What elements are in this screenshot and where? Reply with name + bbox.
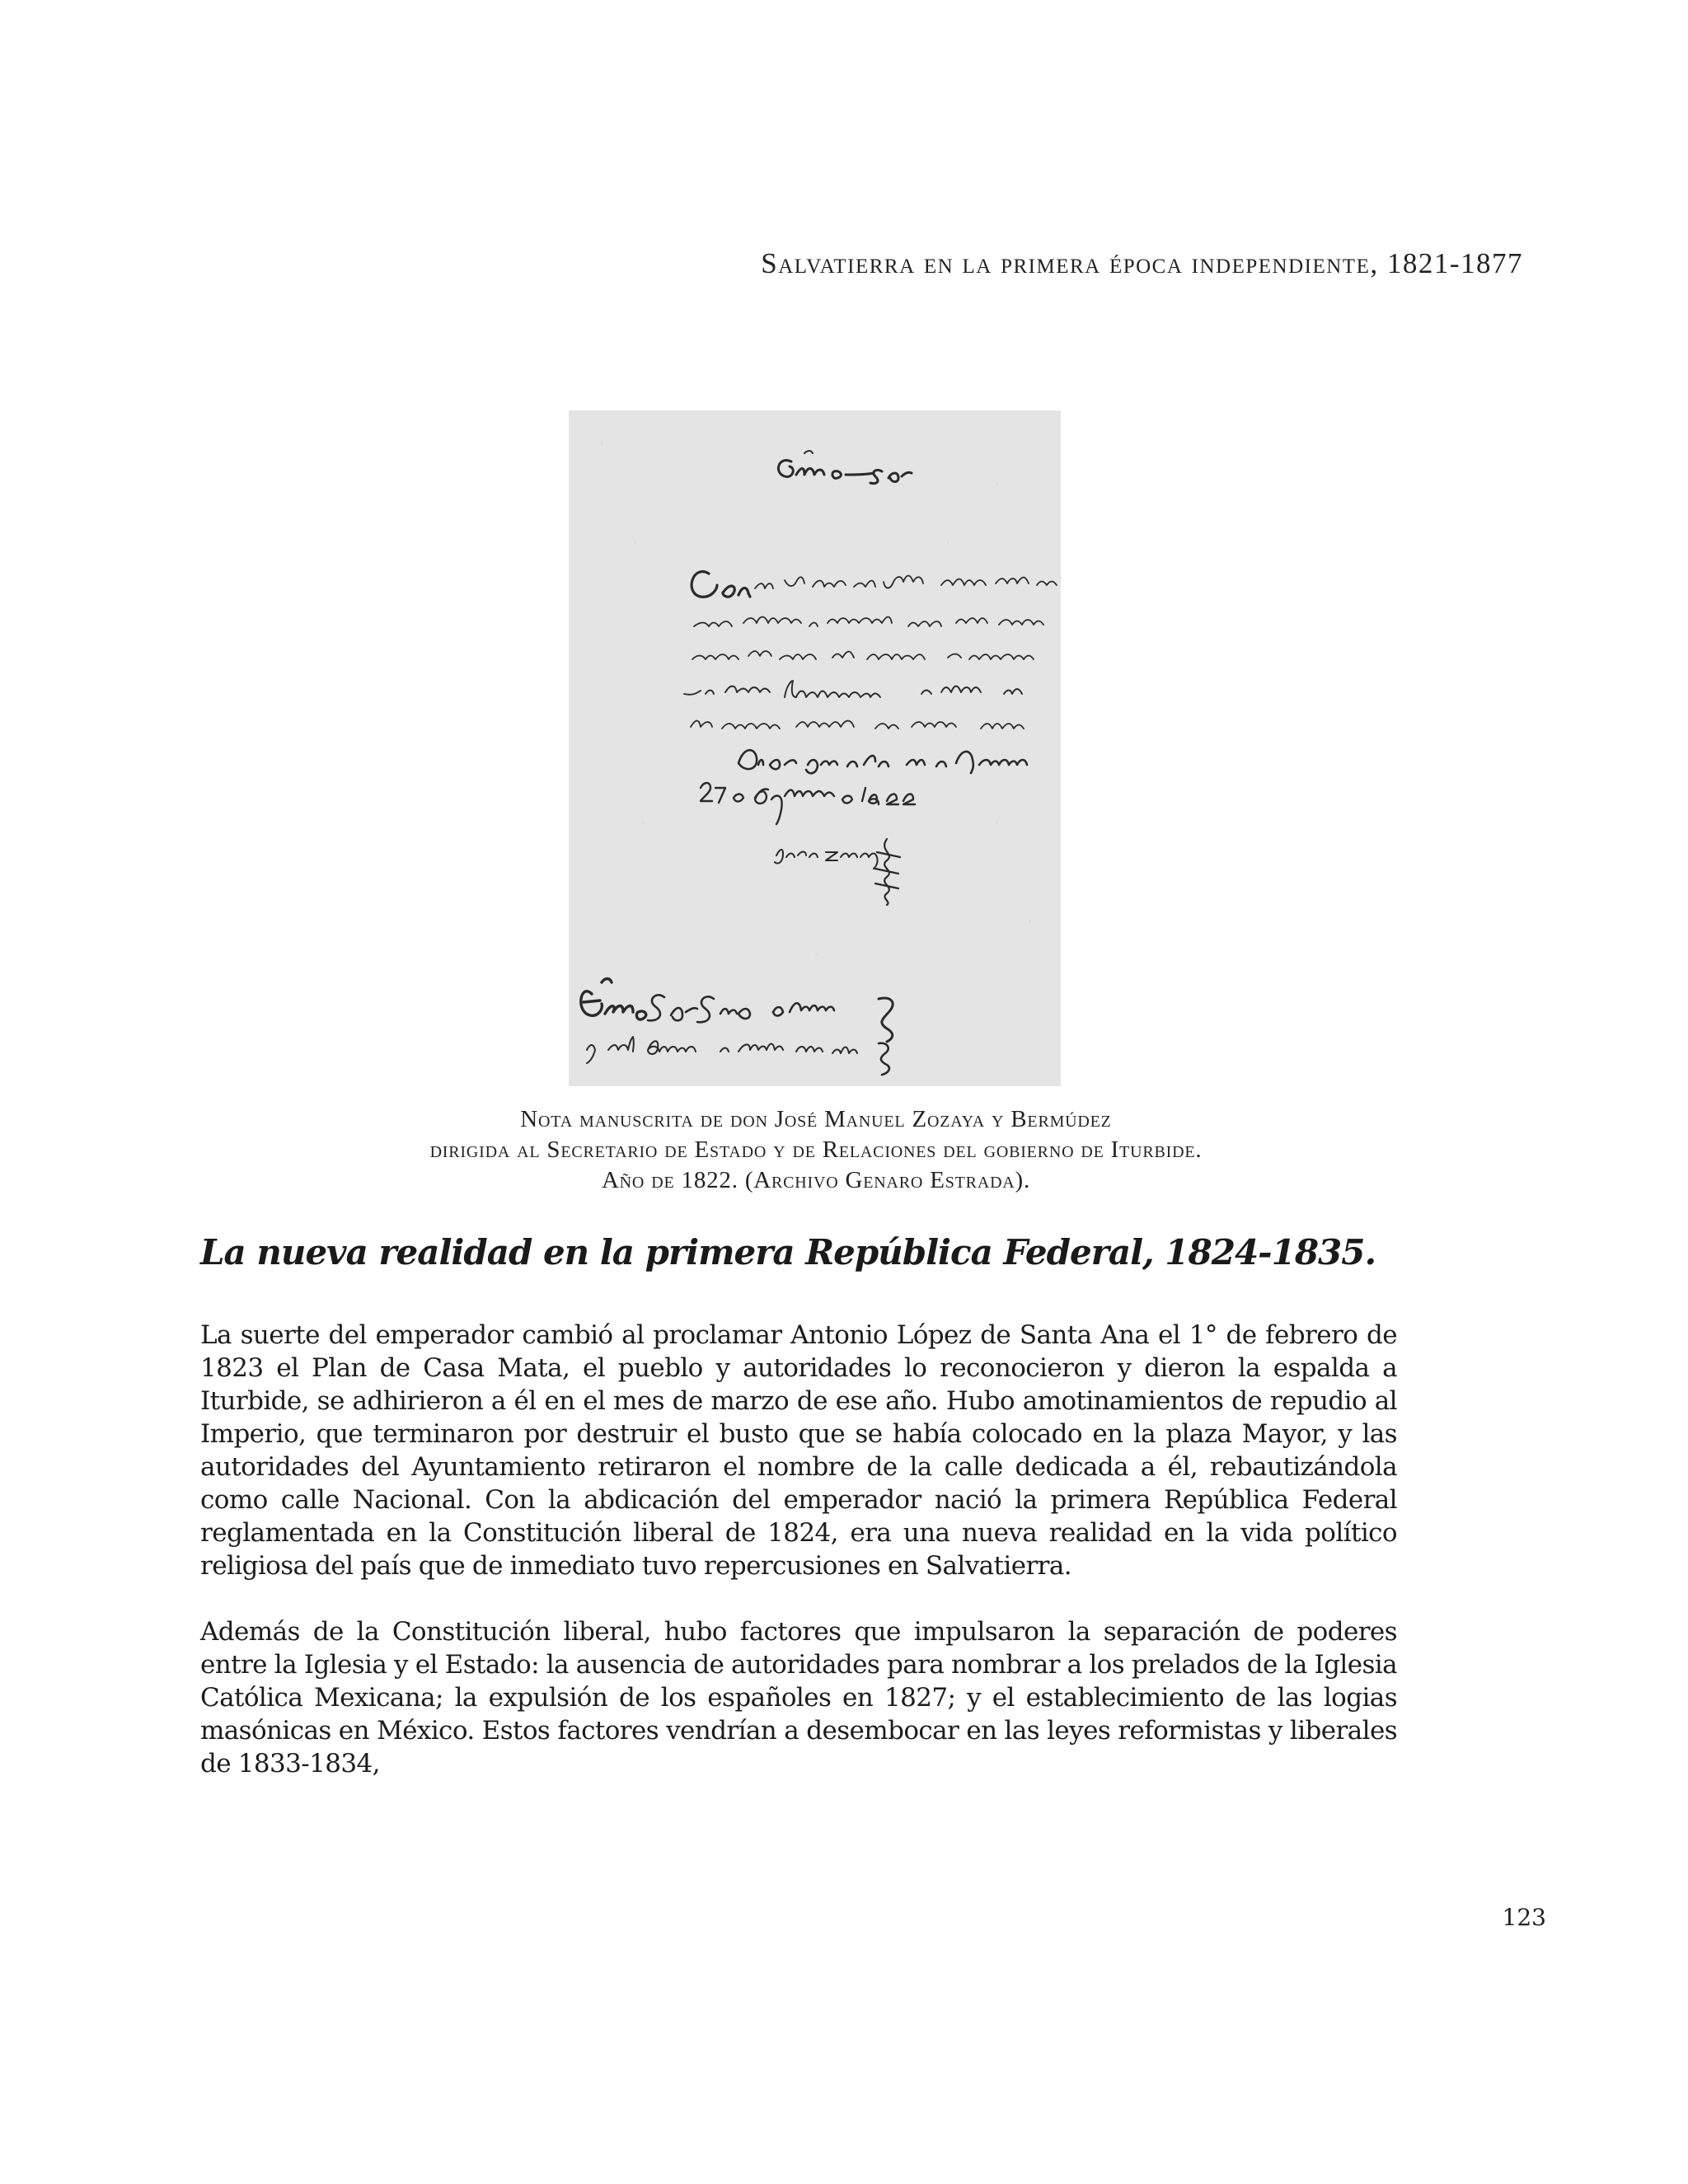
running-head: Salvatierra en la primera época independiente, 1821-1877 bbox=[761, 247, 1523, 279]
body-paragraph: Además de la Constitución liberal, hubo factores que impulsaron la separación de poderes entre la Iglesia y el Estado: la ausencia de autoridades para nombrar a los prelados de la Iglesia Católica Mexicana; la expulsión de los españoles en 1827; y el establecimiento de las logias masónicas en México. Estos factores vendrían a desembocar en las leyes reformistas y liberales de 1833-1834, bbox=[200, 1617, 1397, 1779]
figure-caption bbox=[280, 1104, 1352, 1196]
caption-line: Nota manuscrita de don José Manuel Zozaya y Bermúdez bbox=[520, 1106, 1112, 1132]
body-paragraph: La suerte del emperador cambió al proclamar Antonio López de Santa Ana el 1° de febrero de 1823 el Plan de Casa Mata, el pueblo y autoridades lo reconocieron y dieron la espalda a Iturbide, se adhirieron a él en el mes de marzo de ese año. Hubo amotinamientos de repudio al Imperio, que terminaron por destruir el busto que se había colocado en la plaza Mayor, y las autoridades del Ayuntamiento retiraron el nombre de la calle dedicada a él, rebautizándola como calle Nacional. Con la abdicación del emperador nació la primera República Federal reglamentada en la Constitución liberal de 1824, era una nueva realidad en la vida político religiosa del país que de inmediato tuvo repercusiones en Salvatierra. bbox=[200, 1320, 1397, 1581]
section-heading: La nueva realidad en la primera República Federal, 1824-1835. bbox=[200, 1232, 1376, 1272]
caption-line: Año de 1822. (Archivo Genaro Estrada). bbox=[601, 1167, 1031, 1193]
caption-line: dirigida al Secretario de Estado y de Relaciones del gobierno de Iturbide. bbox=[429, 1137, 1203, 1163]
manuscript-image bbox=[569, 410, 1061, 1086]
page-number: 123 bbox=[1502, 1904, 1546, 1931]
manuscript-handwriting bbox=[569, 410, 1061, 1086]
